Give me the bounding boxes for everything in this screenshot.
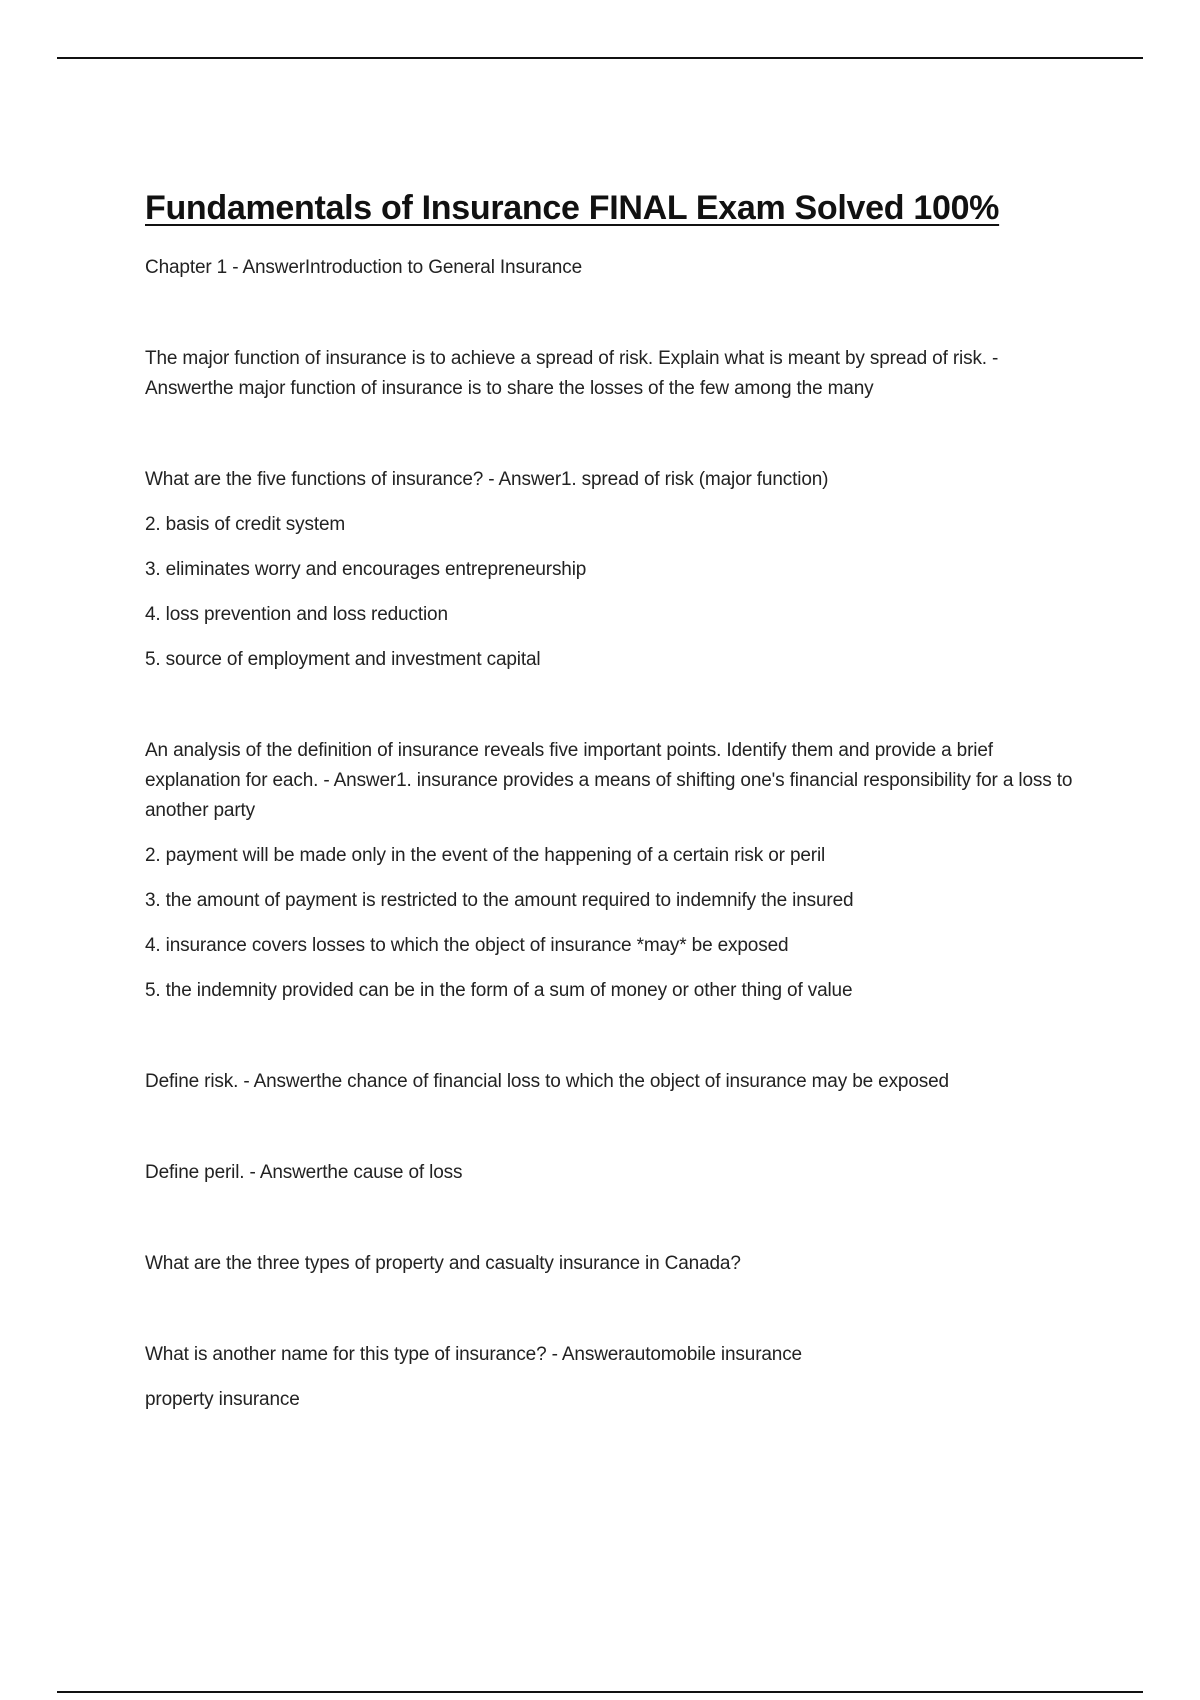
list-item: 2. payment will be made only in the event of the happening of a certain risk or peril: [145, 845, 826, 866]
chapter-heading: Chapter 1 - AnswerIntroduction to General Insurance: [145, 257, 582, 278]
qa-another-name: What is another name for this type of insurance? - Answerautomobile insurance: [145, 1344, 802, 1365]
qa-spread-of-risk: The major function of insurance is to achieve a spread of risk. Explain what is meant by spread of risk. - Answerthe major function of insurance is to share the losses of the few among the many: [145, 348, 999, 399]
qa-five-functions: What are the five functions of insurance? - Answer1. spread of risk (major function): [145, 469, 829, 490]
qa-definition-points: An analysis of the definition of insurance reveals five important points. Identify them and provide a brief explanation for each. - Answer1. insurance provides a means of shifting one's financial responsibility for a loss to another party: [145, 740, 1073, 821]
header-rule: [57, 57, 1143, 59]
list-item: 5. the indemnity provided can be in the form of a sum of money or other thing of value: [145, 980, 853, 1001]
list-item: 3. the amount of payment is restricted to the amount required to indemnify the insured: [145, 890, 854, 911]
qa-define-risk: Define risk. - Answerthe chance of financial loss to which the object of insurance may be exposed: [145, 1071, 949, 1092]
qa-three-types: What are the three types of property and casualty insurance in Canada?: [145, 1253, 741, 1274]
footer-rule: [57, 1691, 1143, 1693]
list-item: property insurance: [145, 1389, 300, 1410]
list-item: 3. eliminates worry and encourages entrepreneurship: [145, 559, 587, 580]
list-item: 4. loss prevention and loss reduction: [145, 604, 448, 625]
list-item: 2. basis of credit system: [145, 514, 346, 535]
qa-define-peril: Define peril. - Answerthe cause of loss: [145, 1162, 463, 1183]
list-item: 4. insurance covers losses to which the object of insurance *may* be exposed: [145, 935, 789, 956]
list-item: 5. source of employment and investment capital: [145, 649, 541, 670]
document-body: [145, 188, 1090, 1415]
document-title: Fundamentals of Insurance FINAL Exam Solved 100%: [145, 189, 1000, 227]
